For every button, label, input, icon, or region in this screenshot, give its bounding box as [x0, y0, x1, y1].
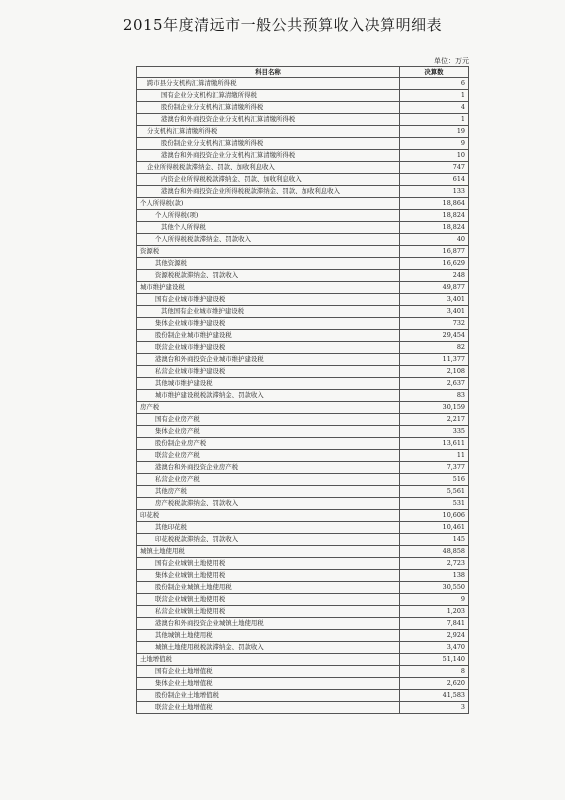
table-row — [137, 258, 469, 270]
row-value: 133 — [400, 186, 469, 198]
table-row — [137, 438, 469, 450]
table-row — [137, 534, 469, 546]
row-value: 747 — [400, 162, 469, 174]
table-row — [137, 618, 469, 630]
row-item-name: 内资企业所得税税款滞纳金、罚款、加收利息收入 — [137, 174, 400, 186]
row-value: 13,611 — [400, 438, 469, 450]
row-value: 3,401 — [400, 294, 469, 306]
row-value: 19 — [400, 126, 469, 138]
table-row — [137, 702, 469, 714]
row-item-name: 土地增值税 — [137, 654, 400, 666]
table-row — [137, 126, 469, 138]
row-item-name: 印花税税款滞纳金、罚款收入 — [137, 534, 400, 546]
row-value: 2,620 — [400, 678, 469, 690]
row-value: 248 — [400, 270, 469, 282]
row-value: 10,606 — [400, 510, 469, 522]
table-row — [137, 690, 469, 702]
row-item-name: 集体企业房产税 — [137, 426, 400, 438]
row-value: 516 — [400, 474, 469, 486]
row-item-name: 其他城镇土地使用税 — [137, 630, 400, 642]
row-value: 531 — [400, 498, 469, 510]
row-item-name: 集体企业城镇土地使用税 — [137, 570, 400, 582]
row-value: 2,217 — [400, 414, 469, 426]
row-item-name: 国有企业土地增值税 — [137, 666, 400, 678]
row-value: 614 — [400, 174, 469, 186]
row-value: 4 — [400, 102, 469, 114]
row-value: 3 — [400, 702, 469, 714]
row-value: 1 — [400, 90, 469, 102]
row-value: 2,108 — [400, 366, 469, 378]
table-row — [137, 366, 469, 378]
row-value: 16,877 — [400, 246, 469, 258]
table-row — [137, 174, 469, 186]
row-item-name: 股份制企业分支机构汇算清缴所得税 — [137, 138, 400, 150]
row-value: 83 — [400, 390, 469, 402]
row-item-name: 港澳台和外商投资企业城镇土地使用税 — [137, 618, 400, 630]
row-item-name: 印花税 — [137, 510, 400, 522]
table-row — [137, 150, 469, 162]
row-value: 9 — [400, 138, 469, 150]
table-row — [137, 474, 469, 486]
row-item-name: 联营企业城镇土地使用税 — [137, 594, 400, 606]
row-item-name: 集体企业土地增值税 — [137, 678, 400, 690]
row-value: 48,858 — [400, 546, 469, 558]
table-row — [137, 558, 469, 570]
budget-table — [136, 66, 469, 714]
table-row — [137, 666, 469, 678]
table-row — [137, 498, 469, 510]
row-item-name: 股份制企业分支机构汇算清缴所得税 — [137, 102, 400, 114]
table-row — [137, 378, 469, 390]
row-item-name: 其他个人所得税 — [137, 222, 400, 234]
row-item-name: 个人所得税税款滞纳金、罚款收入 — [137, 234, 400, 246]
table-row — [137, 450, 469, 462]
row-item-name: 港澳台和外商投资企业分支机构汇算清缴所得税 — [137, 114, 400, 126]
row-item-name: 其他印花税 — [137, 522, 400, 534]
column-header-value: 决算数 — [400, 67, 469, 78]
row-value: 1,203 — [400, 606, 469, 618]
table-row — [137, 570, 469, 582]
row-item-name: 国有企业分支机构汇算清缴所得税 — [137, 90, 400, 102]
row-item-name: 个人所得税(款) — [137, 198, 400, 210]
row-item-name: 个人所得税(项) — [137, 210, 400, 222]
row-item-name: 股份制企业城市维护建设税 — [137, 330, 400, 342]
table-header-row — [137, 67, 469, 78]
row-value: 18,864 — [400, 198, 469, 210]
row-item-name: 其他国有企业城市维护建设税 — [137, 306, 400, 318]
table-row — [137, 582, 469, 594]
row-item-name: 其他房产税 — [137, 486, 400, 498]
row-item-name: 私营企业城市维护建设税 — [137, 366, 400, 378]
row-item-name: 房产税税款滞纳金、罚款收入 — [137, 498, 400, 510]
table-row — [137, 294, 469, 306]
table-row — [137, 270, 469, 282]
row-item-name: 国有企业房产税 — [137, 414, 400, 426]
table-row — [137, 486, 469, 498]
table-row — [137, 462, 469, 474]
row-value: 30,159 — [400, 402, 469, 414]
row-item-name: 股份制企业土地增值税 — [137, 690, 400, 702]
row-item-name: 港澳台和外商投资企业房产税 — [137, 462, 400, 474]
table-row — [137, 246, 469, 258]
row-value: 7,377 — [400, 462, 469, 474]
table-row — [137, 102, 469, 114]
row-value: 16,629 — [400, 258, 469, 270]
row-item-name: 私营企业城镇土地使用税 — [137, 606, 400, 618]
row-value: 9 — [400, 594, 469, 606]
row-item-name: 联营企业房产税 — [137, 450, 400, 462]
row-item-name: 城镇土地使用税 — [137, 546, 400, 558]
row-value: 335 — [400, 426, 469, 438]
table-row — [137, 594, 469, 606]
row-item-name: 港澳台和外商投资企业分支机构汇算清缴所得税 — [137, 150, 400, 162]
row-value: 2,924 — [400, 630, 469, 642]
row-value: 6 — [400, 78, 469, 90]
row-value: 3,401 — [400, 306, 469, 318]
table-row — [137, 90, 469, 102]
table-row — [137, 222, 469, 234]
row-value: 18,824 — [400, 210, 469, 222]
table-row — [137, 390, 469, 402]
table-row — [137, 678, 469, 690]
row-item-name: 企业所得税税款滞纳金、罚款、加收利息收入 — [137, 162, 400, 174]
row-item-name: 资源税税款滞纳金、罚款收入 — [137, 270, 400, 282]
row-value: 2,723 — [400, 558, 469, 570]
table-row — [137, 198, 469, 210]
unit-label: 单位：万元 — [434, 57, 469, 65]
row-value: 51,140 — [400, 654, 469, 666]
page-title: 2015年度清远市一般公共预算收入决算明细表 — [122, 16, 443, 34]
table-row — [137, 546, 469, 558]
row-item-name: 国有企业城市维护建设税 — [137, 294, 400, 306]
row-value: 3,470 — [400, 642, 469, 654]
table-row — [137, 306, 469, 318]
row-item-name: 资源税 — [137, 246, 400, 258]
table-row — [137, 630, 469, 642]
table-row — [137, 522, 469, 534]
table-row — [137, 78, 469, 90]
row-item-name: 分支机构汇算清缴所得税 — [137, 126, 400, 138]
row-value: 30,550 — [400, 582, 469, 594]
row-value: 11,377 — [400, 354, 469, 366]
table-row — [137, 654, 469, 666]
table-row — [137, 162, 469, 174]
table-row — [137, 138, 469, 150]
table-row — [137, 510, 469, 522]
row-item-name: 跨市县分支机构汇算清缴所得税 — [137, 78, 400, 90]
table-row — [137, 354, 469, 366]
table-row — [137, 642, 469, 654]
table-row — [137, 210, 469, 222]
row-value: 29,454 — [400, 330, 469, 342]
table-row — [137, 330, 469, 342]
row-item-name: 城镇土地使用税税款滞纳金、罚款收入 — [137, 642, 400, 654]
row-value: 5,561 — [400, 486, 469, 498]
table-row — [137, 186, 469, 198]
table-row — [137, 282, 469, 294]
column-header-item: 科目名称 — [137, 67, 400, 78]
row-value: 732 — [400, 318, 469, 330]
row-value: 18,824 — [400, 222, 469, 234]
row-value: 11 — [400, 450, 469, 462]
row-item-name: 城市维护建设税 — [137, 282, 400, 294]
table-row — [137, 318, 469, 330]
table-row — [137, 234, 469, 246]
row-value: 10 — [400, 150, 469, 162]
row-value: 8 — [400, 666, 469, 678]
row-item-name: 联营企业城市维护建设税 — [137, 342, 400, 354]
table-row — [137, 606, 469, 618]
table-row — [137, 414, 469, 426]
row-item-name: 股份制企业房产税 — [137, 438, 400, 450]
row-value: 49,877 — [400, 282, 469, 294]
table-row — [137, 426, 469, 438]
row-item-name: 城市维护建设税税款滞纳金、罚款收入 — [137, 390, 400, 402]
row-value: 1 — [400, 114, 469, 126]
table-row — [137, 342, 469, 354]
row-item-name: 房产税 — [137, 402, 400, 414]
row-value: 40 — [400, 234, 469, 246]
row-item-name: 港澳台和外商投资企业城市维护建设税 — [137, 354, 400, 366]
row-item-name: 港澳台和外商投资企业所得税税款滞纳金、罚款、加收利息收入 — [137, 186, 400, 198]
row-item-name: 其他资源税 — [137, 258, 400, 270]
table-row — [137, 402, 469, 414]
row-value: 138 — [400, 570, 469, 582]
row-item-name: 国有企业城镇土地使用税 — [137, 558, 400, 570]
row-item-name: 股份制企业城镇土地使用税 — [137, 582, 400, 594]
row-value: 7,841 — [400, 618, 469, 630]
row-value: 2,637 — [400, 378, 469, 390]
row-item-name: 其他城市维护建设税 — [137, 378, 400, 390]
row-item-name: 集体企业城市维护建设税 — [137, 318, 400, 330]
table-row — [137, 114, 469, 126]
row-item-name: 联营企业土地增值税 — [137, 702, 400, 714]
row-value: 10,461 — [400, 522, 469, 534]
row-value: 145 — [400, 534, 469, 546]
row-value: 41,583 — [400, 690, 469, 702]
row-item-name: 私营企业房产税 — [137, 474, 400, 486]
row-value: 82 — [400, 342, 469, 354]
